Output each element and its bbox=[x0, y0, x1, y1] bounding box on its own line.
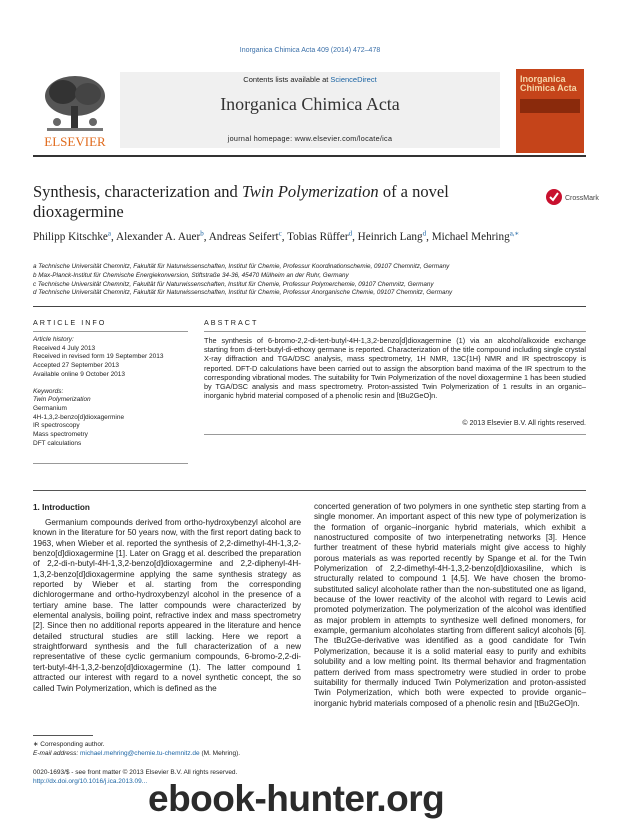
history-item: Accepted 27 September 2013 bbox=[33, 362, 120, 370]
introduction-left-column: Germanium compounds derived from ortho-hydroxybenzyl alcohol are known in the literature for 50 years now, with the first report dating back to 1963, when Wieber et al. reported the synthesis of 2,2-dimethyl-4H-1,3,2-benzo[d]dioxagermine [1]. Later on Gragg et al. described the preparation of 2,2-di-n-butyl-4H-1,3,2-benzo[d]dioxagermine and 2,2-diphenyl-4H-1,3,2-benzo[d]dioxagermine applying the same synthesis strategy as reported by Wieber et al. starting from the corresponding dichlorogermane and ortho-hydroxybenzyl alcohol in the presence of a tertiary amine base. The latter compounds were characterized by elemental analysis, boiling point, refractive index and mass spectrometry [2]. Since then no additional reports appeared in the literature and hence detailed structural studies are still lacking. Here we report a straightforward synthesis and the full characterization of a new representative of these cyclic germanium compounds, 6-bromo-2,2-di-tert-butyl-4H-1,3,2-benzo[d]dioxagermine (1). The latter compound 1 attracted our interest with regard to a novel synthetic concept, the so called Twin Polymerization, which is defined as the bbox=[33, 518, 301, 693]
keywords-label: Keywords: bbox=[33, 387, 64, 395]
journal-title[interactable]: Inorganica Chimica Acta bbox=[220, 94, 400, 114]
elsevier-tree-icon bbox=[33, 72, 117, 150]
title-part-1: Synthesis, characterization and bbox=[33, 182, 242, 201]
abstract-bottom-rule bbox=[204, 434, 586, 435]
doi-link[interactable]: http://dx.doi.org/10.1016/j.ica.2013.09... bbox=[33, 778, 148, 785]
keyword: Germanium bbox=[33, 404, 67, 412]
crossmark-icon bbox=[545, 185, 599, 219]
introduction-paragraph: concerted generation of two polymers in one synthetic step starting from a single monomer. An important aspect of this new type of polymerization is the formation of organic–inorganic hybrid materials, which exhibit a nanostructured composite of two interpenetrating networks [3]. Hence further treatment of these hybrid materials might give access to highly porous materials as was reported recently by Spange et al. for the Twin Polymerization of 2,2-dimethyl-4H-1,3,2-benzo[d]dioxasiline, which is structurally related to compound 1 [4,5]. We have chosen the bromo-substituted salicyl alcoholate rather than the non-substituted one as ligand, because of the lower reactivity of the alcohol with regard to Lewis acid promoted polymerization. The polymerization of the alcohol was identified as major problem in attempts to synthesize well defined monomers, for example, germanium alcoholates starting from different salicyl alcohols [6]. The tBu2Ge-derivative was identified as a good candidate for Twin Polymerization, because it is a solid material easy to purify and exhibits solubility and a low melting point. Its thermal behavior and fragmentation pattern derived from mass spectrometry were studied in order to probe suitability for thermally induced Twin Polymerization and proton-assisted Twin Polymerization, which both were expected to provide organic–inorganic hybrid materials composed of a phenolic resin and [tBu2GeO]n. bbox=[314, 502, 586, 708]
article-info-heading: ARTICLE INFO bbox=[33, 318, 107, 327]
abstract-heading: ABSTRACT bbox=[204, 318, 259, 327]
introduction-right-column bbox=[314, 502, 586, 709]
footnote bbox=[33, 740, 333, 758]
affiliation: d Technische Universität Chemnitz, Fakultät für Naturwissenschaften, Institut für Chemie, Professur Anorganische Chemie, 09107 Chemnitz, Germany bbox=[33, 289, 453, 297]
author[interactable]: Heinrich Lang$^d$, bbox=[357, 229, 432, 243]
crossmark-button[interactable] bbox=[545, 185, 599, 219]
article-info-bottom-rule bbox=[33, 463, 188, 464]
abstract-rule bbox=[204, 331, 586, 332]
author[interactable]: Andreas Seifert$^c$, bbox=[208, 229, 288, 243]
introduction-heading: 1. Introduction bbox=[33, 503, 90, 512]
corresponding-author-note: ∗ Corresponding author. bbox=[33, 741, 105, 748]
article-info-rule bbox=[33, 331, 188, 332]
copyright: © 2013 Elsevier B.V. All rights reserved. bbox=[462, 420, 586, 427]
journal-cover[interactable] bbox=[516, 69, 584, 153]
history-item: Received 4 July 2013 bbox=[33, 344, 96, 352]
elsevier-logo[interactable] bbox=[33, 72, 117, 150]
elsevier-wordmark: ELSEVIER bbox=[44, 134, 106, 149]
cover-strip bbox=[520, 99, 580, 113]
history-item: Available online 9 October 2013 bbox=[33, 370, 126, 378]
author[interactable]: Michael Mehring$^{a,∗}$ bbox=[431, 229, 520, 243]
section-rule bbox=[33, 306, 586, 307]
affiliation: b Max-Planck-Institut für Chemische Energiekonversion, Stiftstraße 34-36, 45470 Mülheim an der Ruhr, Germany bbox=[33, 271, 349, 279]
affiliations bbox=[33, 263, 588, 298]
keyword: DFT calculations bbox=[33, 439, 82, 447]
journal-reference[interactable]: Inorganica Chimica Acta 409 (2014) 472–478 bbox=[239, 47, 381, 54]
contents-prefix: Contents lists available at bbox=[243, 75, 331, 84]
contents-available-line bbox=[120, 75, 500, 84]
article-title bbox=[33, 182, 533, 222]
author[interactable]: Tobias Rüffer$^d$, bbox=[287, 229, 358, 243]
header-rule bbox=[33, 155, 586, 157]
body-rule bbox=[33, 490, 586, 491]
cover-title: Inorganica Chimica Acta bbox=[520, 74, 577, 93]
author[interactable]: Philipp Kitschke$^a$, bbox=[33, 229, 116, 243]
abstract-text: The synthesis of 6-bromo-2,2-di-tert-butyl-4H-1,3,2-benzo[d]dioxagermine (1) via an alcohol/alkoxide exchange starting from di-tert-butyl-di-ethoxy germane is reported. Characterization of the title compound including single crystal X-ray diffraction and TGA/DSC analysis, mass spectrometry, 1H NMR, 13C{1H} NMR and IR spectroscopy is reported. DFT-D calculations have been carried out to assign the absorption band maxima of the IR spectrum to the corresponding vibrational modes. The suitability for Twin Polymerization of the novel dioxagermine 1 has been studied by TGA/DSC analysis and mass spectrometry. Proton-assisted Twin Polymerization of 1 results in an organic–inorganic hybrid material composed of a phenolic resin and [tBu2GeO]n. bbox=[204, 336, 586, 401]
footnote-rule bbox=[33, 735, 93, 736]
crossmark-label: CrossMark bbox=[565, 195, 599, 202]
sciencedirect-link[interactable]: ScienceDirect bbox=[330, 75, 377, 84]
history-item: Received in revised form 19 September 2013 bbox=[33, 353, 164, 361]
title-italic: Twin Polymerization bbox=[241, 182, 379, 201]
keyword: Twin Polymerization bbox=[33, 396, 91, 404]
keyword: IR spectroscopy bbox=[33, 422, 80, 430]
watermark: ebook-hunter.org bbox=[148, 778, 445, 819]
email-line: E-mail address: michael.mehring@chemie.tu-chemnitz.de (M. Mehring). bbox=[33, 750, 241, 757]
affiliation: c Technische Universität Chemnitz, Fakultät für Naturwissenschaften, Institut für Chemie, Professur Polymerchemie, 09107 Chemnitz, Germany bbox=[33, 280, 434, 288]
author[interactable]: Alexander A. Auer$^b$, bbox=[116, 229, 209, 243]
author-list bbox=[33, 226, 563, 245]
journal-homepage[interactable]: journal homepage: www.elsevier.com/locate/ica bbox=[227, 134, 393, 143]
email-link[interactable]: michael.mehring@chemie.tu-chemnitz.de bbox=[79, 750, 200, 757]
affiliation: a Technische Universität Chemnitz, Fakultät für Naturwissenschaften, Institut für Chemie, Professur Koordinationschemie, 09107 Chemnitz, Germany bbox=[33, 263, 450, 270]
history-label: Article history: bbox=[33, 336, 74, 343]
keyword: 4H-1,3,2-benzo[d]dioxagermine bbox=[33, 413, 125, 421]
title-part-2: of a novel dioxagermine bbox=[33, 182, 449, 221]
issn-line: 0020-1693/$ - see front matter © 2013 Elsevier B.V. All rights reserved. bbox=[33, 769, 238, 776]
article-info bbox=[33, 336, 193, 448]
keyword: Mass spectrometry bbox=[33, 431, 88, 439]
